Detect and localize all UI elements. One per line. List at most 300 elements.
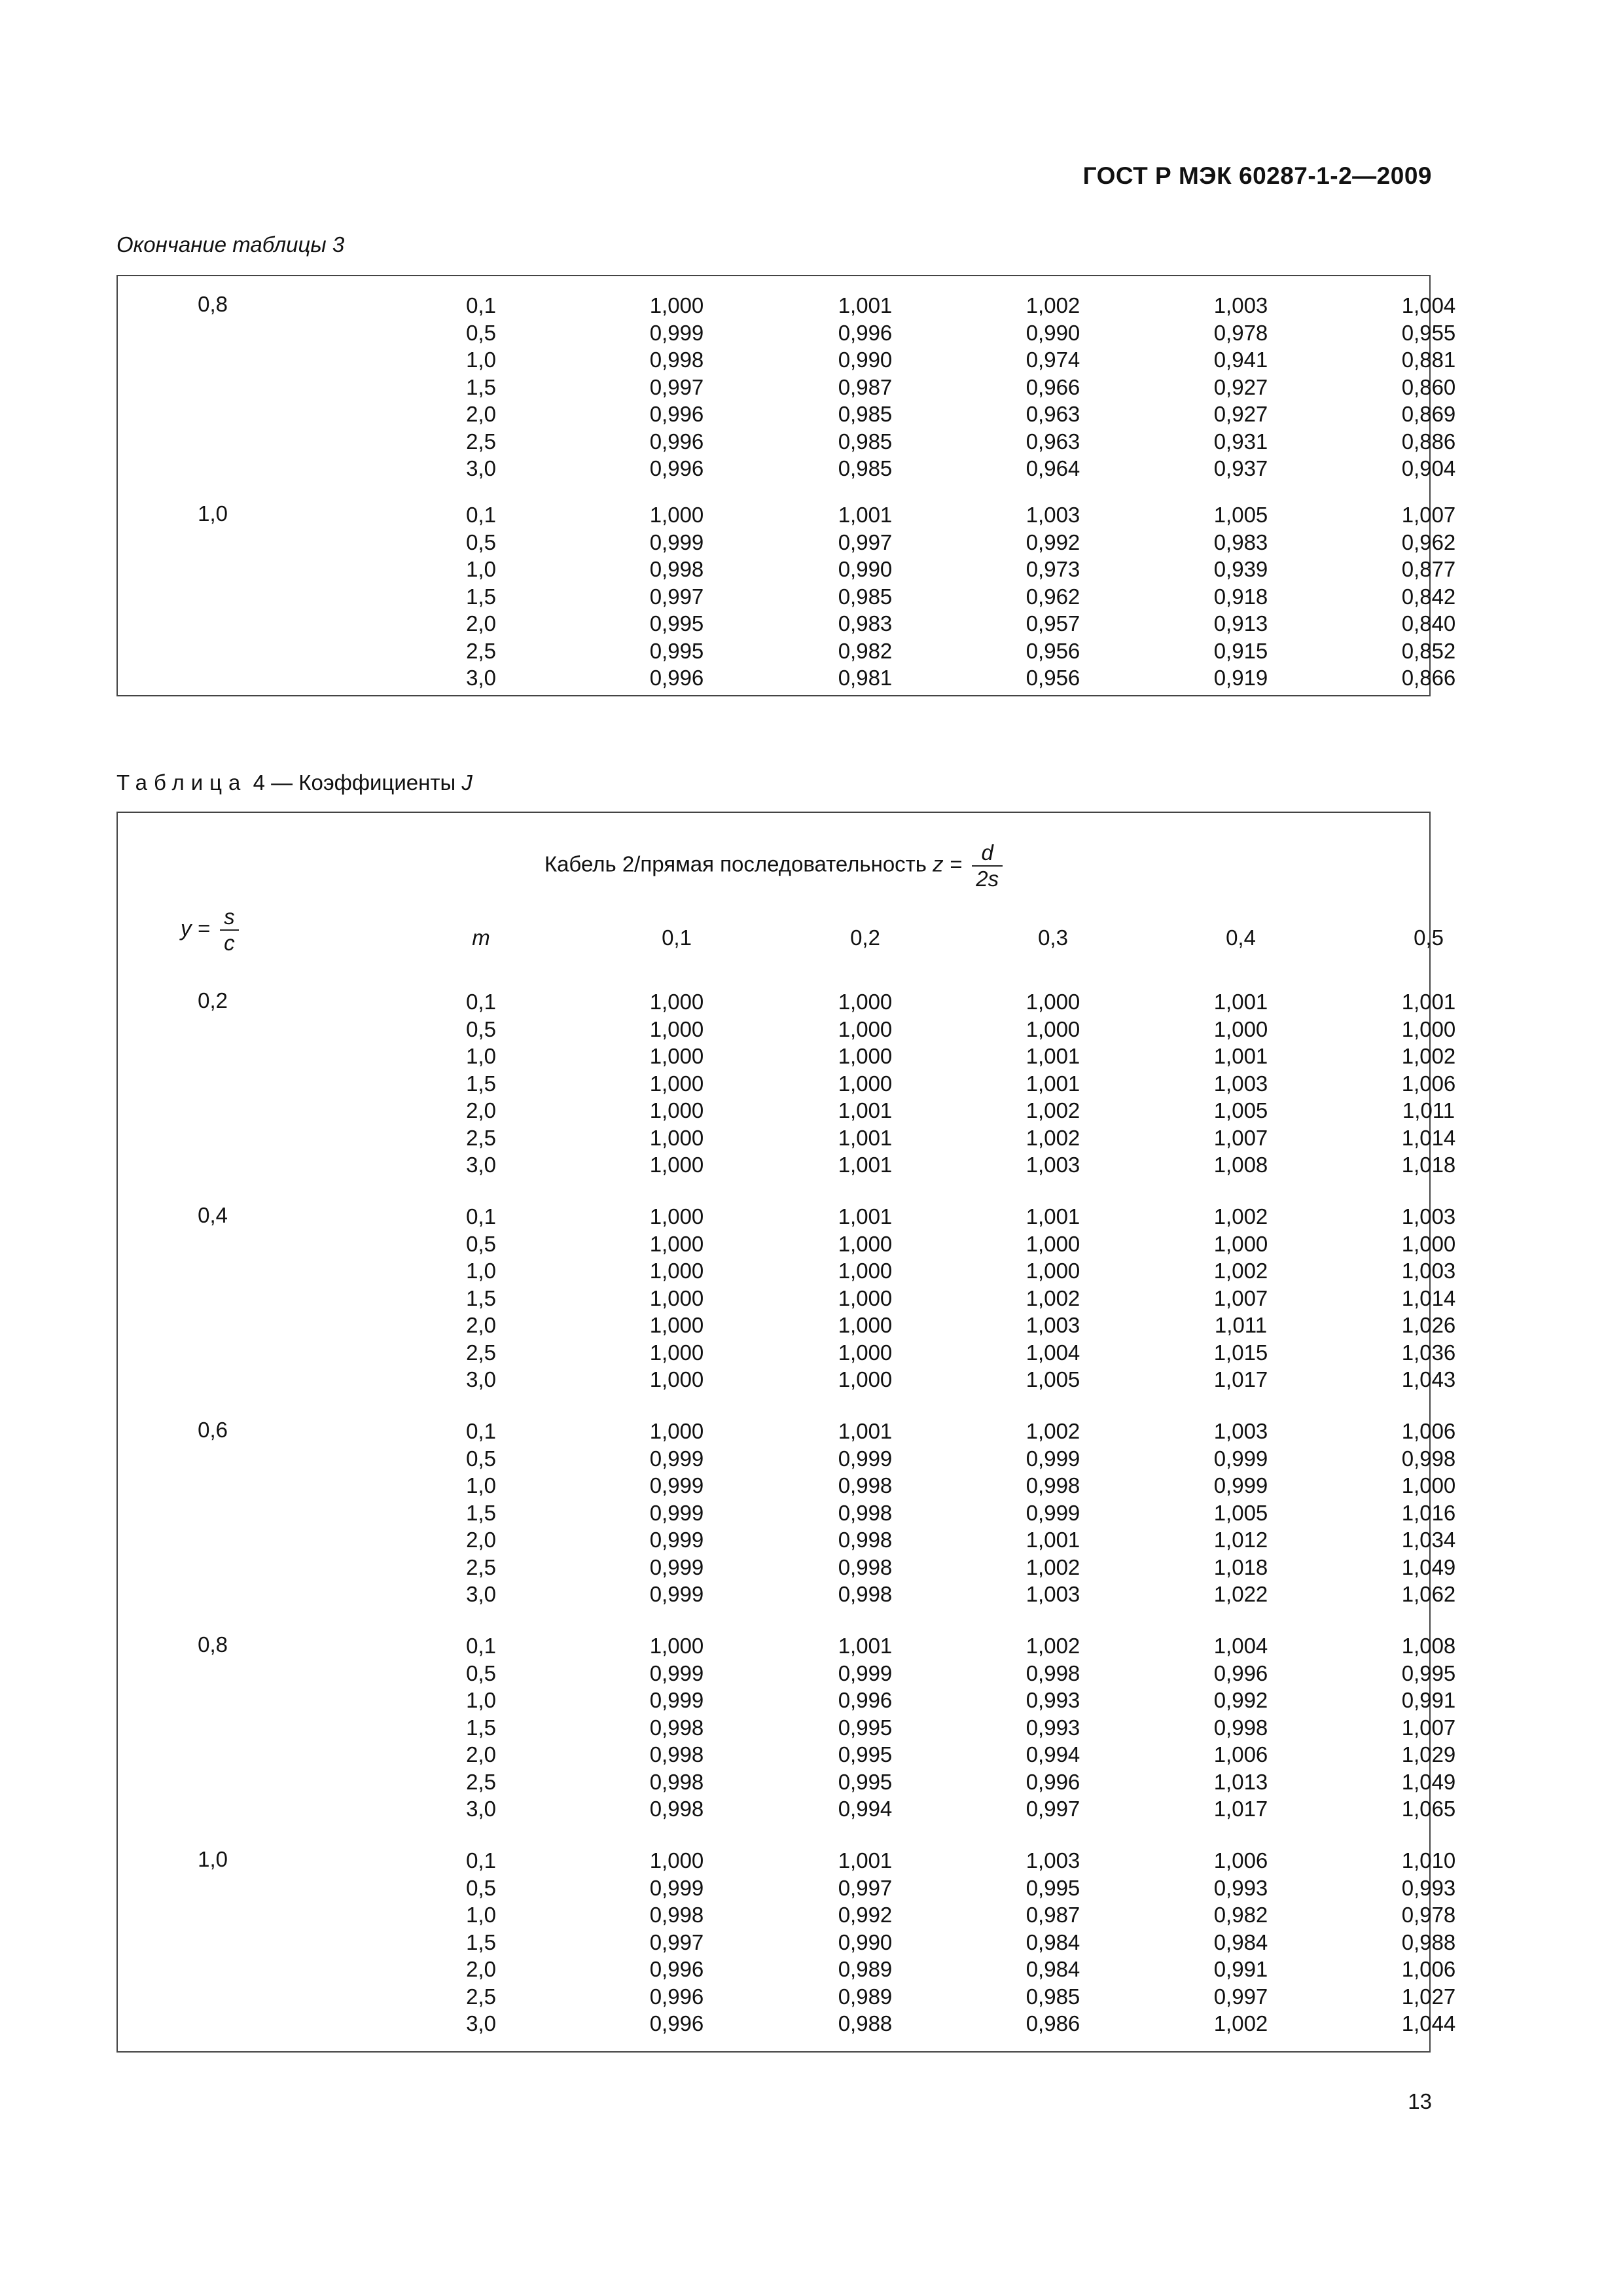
coefficient-cell: 1,008 <box>1401 1634 1456 1658</box>
coefficient-cell: 0,992 <box>838 1903 893 1927</box>
coefficient-cell: 1,000 <box>838 1367 893 1391</box>
coefficient-cell: 1,002 <box>1213 2011 1268 2036</box>
m-value: 1,0 <box>466 348 496 372</box>
coefficient-cell: 0,998 <box>649 1715 704 1740</box>
m-value: 0,1 <box>466 1204 496 1229</box>
coefficient-cell: 0,881 <box>1401 348 1456 372</box>
m-value: 0,5 <box>466 1875 496 1900</box>
coefficient-cell: 0,996 <box>838 1688 893 1712</box>
coefficient-cell: 0,999 <box>649 1875 704 1900</box>
coefficient-cell: 1,003 <box>1213 1071 1268 1096</box>
coefficient-cell: 1,001 <box>1026 1528 1080 1552</box>
coefficient-cell: 1,018 <box>1401 1153 1456 1177</box>
coefficient-cell: 0,998 <box>1213 1715 1268 1740</box>
coefficient-cell: 0,997 <box>649 374 704 399</box>
m-value: 0,1 <box>466 1419 496 1443</box>
coefficient-cell: 0,966 <box>1026 374 1080 399</box>
coefficient-column <box>810 501 921 692</box>
coefficient-column <box>810 292 921 482</box>
coefficient-cell: 0,869 <box>1401 402 1456 426</box>
coefficient-cell: 0,877 <box>1401 557 1456 581</box>
coefficient-cell: 0,989 <box>838 1984 893 2009</box>
coefficient-cell: 0,996 <box>649 666 704 690</box>
y-value: 0,6 <box>198 1418 228 1442</box>
coefficient-cell: 0,999 <box>649 1660 704 1685</box>
m-column-header: m <box>472 925 490 950</box>
table4-caption <box>116 770 473 795</box>
coefficient-cell: 1,000 <box>1026 990 1080 1014</box>
coefficient-cell: 0,996 <box>649 402 704 426</box>
coefficient-cell: 0,997 <box>1213 1984 1268 2009</box>
coefficient-cell: 1,011 <box>1214 1313 1268 1337</box>
coefficient-cell: 1,001 <box>838 503 893 527</box>
y-value: 0,2 <box>198 988 228 1013</box>
coefficient-cell: 0,999 <box>649 1688 704 1712</box>
m-value: 2,0 <box>466 1742 496 1767</box>
m-value: 3,0 <box>466 1582 496 1606</box>
m-value: 2,5 <box>466 429 496 454</box>
page-number: 13 <box>1408 2089 1432 2113</box>
coefficient-cell: 0,998 <box>838 1554 893 1579</box>
coefficient-column <box>621 1847 732 2037</box>
coefficient-cell: 1,006 <box>1401 1957 1456 1981</box>
m-value: 0,5 <box>466 1446 496 1471</box>
coefficient-cell: 0,997 <box>838 1875 893 1900</box>
coefficient-cell: 0,985 <box>838 402 893 426</box>
coefficient-cell: 1,000 <box>649 1340 704 1365</box>
coefficient-cell: 1,000 <box>649 1313 704 1337</box>
coefficient-cell: 0,993 <box>1213 1875 1268 1900</box>
coefficient-cell: 1,004 <box>1401 293 1456 317</box>
coefficient-cell: 1,000 <box>838 1259 893 1283</box>
y-denominator: c <box>224 930 235 955</box>
coefficient-cell: 0,998 <box>649 1903 704 1927</box>
m-value: 1,5 <box>466 1929 496 1954</box>
coefficient-cell: 0,994 <box>1026 1742 1080 1767</box>
coefficient-cell: 0,983 <box>838 611 893 636</box>
y-numerator: s <box>220 905 239 931</box>
coefficient-cell: 0,995 <box>1401 1660 1456 1685</box>
coefficient-cell: 0,996 <box>649 429 704 454</box>
m-value: 2,5 <box>466 1769 496 1794</box>
coefficient-cell: 1,006 <box>1401 1071 1456 1096</box>
m-value: 0,1 <box>466 293 496 317</box>
m-value: 2,0 <box>466 1313 496 1337</box>
coefficient-cell: 0,860 <box>1401 374 1456 399</box>
coefficient-cell: 1,001 <box>838 1634 893 1658</box>
coefficient-cell: 1,008 <box>1213 1153 1268 1177</box>
coefficient-column <box>810 1847 921 2037</box>
coefficient-cell: 1,000 <box>1213 1016 1268 1041</box>
coefficient-cell: 0,978 <box>1213 320 1268 345</box>
coefficient-cell: 0,992 <box>1026 529 1080 554</box>
coefficient-cell: 0,998 <box>838 1582 893 1606</box>
coefficient-cell: 0,974 <box>1026 348 1080 372</box>
coefficient-column <box>997 1203 1109 1393</box>
coefficient-cell: 0,990 <box>838 1929 893 1954</box>
coefficient-cell: 0,919 <box>1213 666 1268 690</box>
coefficient-cell: 0,956 <box>1026 666 1080 690</box>
coefficient-cell: 0,986 <box>1026 2011 1080 2036</box>
coefficient-cell: 1,000 <box>1026 1016 1080 1041</box>
m-value: 2,0 <box>466 611 496 636</box>
coefficient-column <box>997 1632 1109 1823</box>
coefficient-cell: 0,998 <box>1401 1446 1456 1471</box>
m-value: 2,0 <box>466 402 496 426</box>
coefficient-cell: 0,996 <box>649 1984 704 2009</box>
m-value: 0,5 <box>466 1016 496 1041</box>
coefficient-cell: 0,987 <box>1026 1903 1080 1927</box>
coefficient-cell: 1,000 <box>649 1848 704 1873</box>
coefficient-cell: 0,991 <box>1401 1688 1456 1712</box>
coefficient-cell: 0,995 <box>649 638 704 663</box>
coefficient-cell: 1,018 <box>1213 1554 1268 1579</box>
coefficient-cell: 1,001 <box>1213 1044 1268 1068</box>
coefficient-cell: 0,939 <box>1213 557 1268 581</box>
z-numerator: d <box>972 840 1003 867</box>
coefficient-cell: 1,001 <box>838 293 893 317</box>
coefficient-cell: 1,003 <box>1213 293 1268 317</box>
coefficient-cell: 1,000 <box>649 1071 704 1096</box>
z-column-header: 0,5 <box>1414 925 1444 950</box>
coefficient-cell: 1,000 <box>838 990 893 1014</box>
table4 <box>116 812 1456 2053</box>
m-value: 1,5 <box>466 584 496 609</box>
coefficient-cell: 0,981 <box>838 666 893 690</box>
document-header: ГОСТ Р МЭК 60287-1-2—2009 <box>1082 162 1432 189</box>
coefficient-cell: 1,049 <box>1401 1769 1456 1794</box>
coefficient-cell: 0,990 <box>838 348 893 372</box>
coefficient-cell: 0,999 <box>649 320 704 345</box>
coefficient-cell: 0,998 <box>649 348 704 372</box>
coefficient-cell: 1,027 <box>1401 1984 1456 2009</box>
m-value: 3,0 <box>466 1797 496 1821</box>
coefficient-cell: 1,034 <box>1401 1528 1456 1552</box>
coefficient-cell: 1,002 <box>1213 1204 1268 1229</box>
coefficient-cell: 1,004 <box>1026 1340 1080 1365</box>
coefficient-cell: 1,001 <box>838 1153 893 1177</box>
coefficient-cell: 0,990 <box>1026 320 1080 345</box>
coefficient-cell: 0,998 <box>1026 1473 1080 1498</box>
m-value: 2,5 <box>466 1554 496 1579</box>
coefficient-cell: 1,003 <box>1026 1153 1080 1177</box>
coefficient-column <box>997 988 1109 1179</box>
coefficient-cell: 0,997 <box>1026 1797 1080 1821</box>
coefficient-cell: 1,000 <box>838 1044 893 1068</box>
coefficient-cell: 1,000 <box>649 293 704 317</box>
coefficient-cell: 0,866 <box>1401 666 1456 690</box>
coefficient-cell: 0,998 <box>649 557 704 581</box>
m-value: 2,5 <box>466 1125 496 1150</box>
coefficient-cell: 1,001 <box>1213 990 1268 1014</box>
coefficient-cell: 1,000 <box>649 1634 704 1658</box>
coefficient-cell: 0,985 <box>1026 1984 1080 2009</box>
m-value: 1,0 <box>466 1044 496 1068</box>
coefficient-cell: 0,998 <box>649 1742 704 1767</box>
coefficient-cell: 0,997 <box>649 1929 704 1954</box>
coefficient-column <box>1185 1632 1296 1823</box>
coefficient-cell: 0,999 <box>1213 1473 1268 1498</box>
m-value: 0,5 <box>466 1231 496 1256</box>
coefficient-cell: 1,000 <box>838 1016 893 1041</box>
coefficient-cell: 0,956 <box>1026 638 1080 663</box>
coefficient-cell: 1,003 <box>1213 1419 1268 1443</box>
coefficient-cell: 0,987 <box>838 374 893 399</box>
coefficient-cell: 0,886 <box>1401 429 1456 454</box>
coefficient-cell: 0,941 <box>1213 348 1268 372</box>
coefficient-cell: 1,000 <box>649 503 704 527</box>
coefficient-cell: 1,000 <box>649 1125 704 1150</box>
coefficient-cell: 1,003 <box>1026 1848 1080 1873</box>
coefficient-cell: 0,927 <box>1213 402 1268 426</box>
m-value: 1,5 <box>466 1500 496 1525</box>
coefficient-column <box>1373 292 1484 482</box>
coefficient-cell: 1,000 <box>838 1231 893 1256</box>
coefficient-cell: 1,036 <box>1401 1340 1456 1365</box>
coefficient-column <box>1185 988 1296 1179</box>
coefficient-cell: 0,999 <box>649 1473 704 1498</box>
coefficient-column <box>810 988 921 1179</box>
coefficient-cell: 1,005 <box>1213 1098 1268 1122</box>
z-label: z = <box>933 852 963 876</box>
coefficient-cell: 0,999 <box>838 1660 893 1685</box>
coefficient-cell: 0,998 <box>838 1528 893 1552</box>
z-column-header: 0,1 <box>662 925 692 950</box>
coefficient-cell: 1,003 <box>1401 1259 1456 1283</box>
m-value: 3,0 <box>466 1367 496 1391</box>
coefficient-column <box>621 292 732 482</box>
coefficient-cell: 0,993 <box>1401 1875 1456 1900</box>
coefficient-cell: 0,998 <box>838 1473 893 1498</box>
coefficient-cell: 0,998 <box>649 1769 704 1794</box>
coefficient-cell: 1,006 <box>1213 1848 1268 1873</box>
coefficient-cell: 0,904 <box>1401 456 1456 480</box>
coefficient-column <box>621 1203 732 1393</box>
m-value: 2,0 <box>466 1957 496 1981</box>
z-column-header: 0,3 <box>1038 925 1068 950</box>
m-value: 2,5 <box>466 638 496 663</box>
coefficient-cell: 1,014 <box>1401 1125 1456 1150</box>
coefficient-cell: 1,014 <box>1401 1285 1456 1310</box>
coefficient-cell: 0,913 <box>1213 611 1268 636</box>
coefficient-cell: 0,996 <box>649 456 704 480</box>
m-value: 1,0 <box>466 1259 496 1283</box>
m-value: 1,5 <box>466 1071 496 1096</box>
coefficient-cell: 0,999 <box>649 529 704 554</box>
coefficient-cell: 0,999 <box>1026 1500 1080 1525</box>
m-values-column <box>438 501 524 692</box>
z-column-header: 0,4 <box>1226 925 1256 950</box>
m-values-column <box>438 1203 524 1393</box>
coefficient-cell: 1,010 <box>1401 1848 1456 1873</box>
m-values-column <box>438 292 524 482</box>
y-value: 1,0 <box>198 501 228 526</box>
coefficient-column <box>621 1418 732 1608</box>
z-column-header: 0,2 <box>850 925 880 950</box>
coefficient-cell: 0,937 <box>1213 456 1268 480</box>
coefficient-cell: 1,001 <box>1026 1044 1080 1068</box>
coefficient-column <box>1373 1847 1484 2037</box>
coefficient-cell: 0,984 <box>1026 1929 1080 1954</box>
coefficient-cell: 0,985 <box>838 429 893 454</box>
coefficient-cell: 0,996 <box>649 1957 704 1981</box>
coefficient-column <box>1185 1418 1296 1608</box>
m-value: 3,0 <box>466 456 496 480</box>
coefficient-cell: 0,842 <box>1401 584 1456 609</box>
coefficient-cell: 0,999 <box>649 1500 704 1525</box>
coefficient-cell: 1,000 <box>1213 1231 1268 1256</box>
coefficient-cell: 1,022 <box>1213 1582 1268 1606</box>
y-fraction <box>220 905 239 956</box>
coefficient-cell: 0,918 <box>1213 584 1268 609</box>
coefficient-cell: 0,995 <box>838 1742 893 1767</box>
coefficient-cell: 0,955 <box>1401 320 1456 345</box>
coefficient-column <box>1185 292 1296 482</box>
coefficient-cell: 1,000 <box>649 1367 704 1391</box>
table4-caption-text: — Коэффициенты <box>271 770 456 795</box>
coefficient-cell: 1,000 <box>1401 1016 1456 1041</box>
coefficient-cell: 0,985 <box>838 584 893 609</box>
coefficient-cell: 0,982 <box>1213 1903 1268 1927</box>
coefficient-cell: 1,002 <box>1026 293 1080 317</box>
coefficient-cell: 1,006 <box>1401 1419 1456 1443</box>
coefficient-cell: 1,003 <box>1026 1582 1080 1606</box>
coefficient-cell: 1,007 <box>1213 1285 1268 1310</box>
m-values-column <box>438 1632 524 1823</box>
coefficient-cell: 0,978 <box>1401 1903 1456 1927</box>
m-value: 1,0 <box>466 1903 496 1927</box>
coefficient-column <box>1373 501 1484 692</box>
table4-caption-number: 4 <box>253 770 265 795</box>
table4-title-text: Кабель 2/прямая последовательность <box>544 852 927 876</box>
coefficient-column <box>621 1632 732 1823</box>
coefficient-cell: 1,000 <box>649 1044 704 1068</box>
coefficient-cell: 1,000 <box>649 1285 704 1310</box>
coefficient-cell: 1,000 <box>838 1285 893 1310</box>
coefficient-cell: 0,852 <box>1401 638 1456 663</box>
m-values-column <box>438 1847 524 2037</box>
coefficient-cell: 0,998 <box>838 1500 893 1525</box>
coefficient-cell: 0,995 <box>838 1715 893 1740</box>
coefficient-cell: 1,002 <box>1026 1554 1080 1579</box>
coefficient-cell: 0,995 <box>649 611 704 636</box>
coefficient-cell: 0,993 <box>1026 1715 1080 1740</box>
coefficient-cell: 1,001 <box>1026 1071 1080 1096</box>
coefficient-cell: 1,012 <box>1213 1528 1268 1552</box>
coefficient-cell: 1,002 <box>1213 1259 1268 1283</box>
z-denominator: 2s <box>976 866 999 891</box>
m-values-column <box>438 1418 524 1608</box>
coefficient-column <box>810 1418 921 1608</box>
coefficient-cell: 1,000 <box>838 1071 893 1096</box>
coefficient-cell: 1,002 <box>1026 1285 1080 1310</box>
coefficient-column <box>997 1418 1109 1608</box>
coefficient-cell: 1,000 <box>649 1016 704 1041</box>
coefficient-cell: 1,015 <box>1213 1340 1268 1365</box>
coefficient-cell: 1,049 <box>1401 1554 1456 1579</box>
coefficient-column <box>1373 1632 1484 1823</box>
coefficient-cell: 0,995 <box>1026 1875 1080 1900</box>
m-value: 2,5 <box>466 1340 496 1365</box>
coefficient-cell: 1,001 <box>838 1125 893 1150</box>
coefficient-cell: 1,003 <box>1026 1313 1080 1337</box>
m-value: 1,5 <box>466 1715 496 1740</box>
table4-title <box>118 840 1429 891</box>
m-value: 3,0 <box>466 666 496 690</box>
m-value: 0,5 <box>466 529 496 554</box>
coefficient-column <box>810 1632 921 1823</box>
coefficient-cell: 1,001 <box>1026 1204 1080 1229</box>
coefficient-cell: 0,996 <box>838 320 893 345</box>
m-value: 3,0 <box>466 2011 496 2036</box>
coefficient-cell: 1,007 <box>1401 503 1456 527</box>
m-value: 0,1 <box>466 1848 496 1873</box>
coefficient-column <box>1185 501 1296 692</box>
coefficient-cell: 0,996 <box>649 2011 704 2036</box>
coefficient-cell: 1,001 <box>1401 990 1456 1014</box>
coefficient-cell: 1,000 <box>649 1231 704 1256</box>
coefficient-cell: 1,000 <box>649 1204 704 1229</box>
coefficient-cell: 0,988 <box>838 2011 893 2036</box>
coefficient-cell: 1,000 <box>649 990 704 1014</box>
coefficient-column <box>1373 1418 1484 1608</box>
coefficient-cell: 1,000 <box>649 1259 704 1283</box>
coefficient-cell: 0,840 <box>1401 611 1456 636</box>
m-value: 2,0 <box>466 1098 496 1122</box>
m-value: 1,0 <box>466 1688 496 1712</box>
coefficient-cell: 0,963 <box>1026 429 1080 454</box>
coefficient-cell: 0,996 <box>1213 1660 1268 1685</box>
coefficient-cell: 0,999 <box>1213 1446 1268 1471</box>
coefficient-cell: 0,999 <box>838 1446 893 1471</box>
coefficient-cell: 1,001 <box>838 1419 893 1443</box>
coefficient-cell: 1,001 <box>838 1204 893 1229</box>
coefficient-cell: 1,004 <box>1213 1634 1268 1658</box>
coefficient-column <box>1185 1847 1296 2037</box>
coefficient-cell: 0,999 <box>649 1582 704 1606</box>
z-fraction <box>972 840 1003 891</box>
coefficient-cell: 1,043 <box>1401 1367 1456 1391</box>
coefficient-cell: 0,993 <box>1026 1688 1080 1712</box>
coefficient-column <box>997 292 1109 482</box>
coefficient-cell: 1,001 <box>838 1848 893 1873</box>
coefficient-cell: 0,989 <box>838 1957 893 1981</box>
m-values-column <box>438 988 524 1179</box>
coefficient-cell: 1,003 <box>1401 1204 1456 1229</box>
m-value: 2,0 <box>466 1528 496 1552</box>
y-value: 1,0 <box>198 1847 228 1871</box>
coefficient-cell: 1,007 <box>1213 1125 1268 1150</box>
coefficient-cell: 0,964 <box>1026 456 1080 480</box>
coefficient-cell: 1,016 <box>1401 1500 1456 1525</box>
coefficient-cell: 1,002 <box>1026 1098 1080 1122</box>
coefficient-cell: 0,973 <box>1026 557 1080 581</box>
coefficient-cell: 1,007 <box>1401 1715 1456 1740</box>
coefficient-cell: 0,988 <box>1401 1929 1456 1954</box>
coefficient-cell: 0,997 <box>838 529 893 554</box>
m-value: 2,5 <box>466 1984 496 2009</box>
coefficient-cell: 1,002 <box>1026 1419 1080 1443</box>
coefficient-cell: 0,931 <box>1213 429 1268 454</box>
coefficient-column <box>997 501 1109 692</box>
coefficient-cell: 1,065 <box>1401 1797 1456 1821</box>
coefficient-cell: 0,927 <box>1213 374 1268 399</box>
coefficient-cell: 0,957 <box>1026 611 1080 636</box>
coefficient-cell: 0,992 <box>1213 1688 1268 1712</box>
coefficient-cell: 0,982 <box>838 638 893 663</box>
coefficient-cell: 0,999 <box>649 1554 704 1579</box>
coefficient-column <box>1185 1203 1296 1393</box>
